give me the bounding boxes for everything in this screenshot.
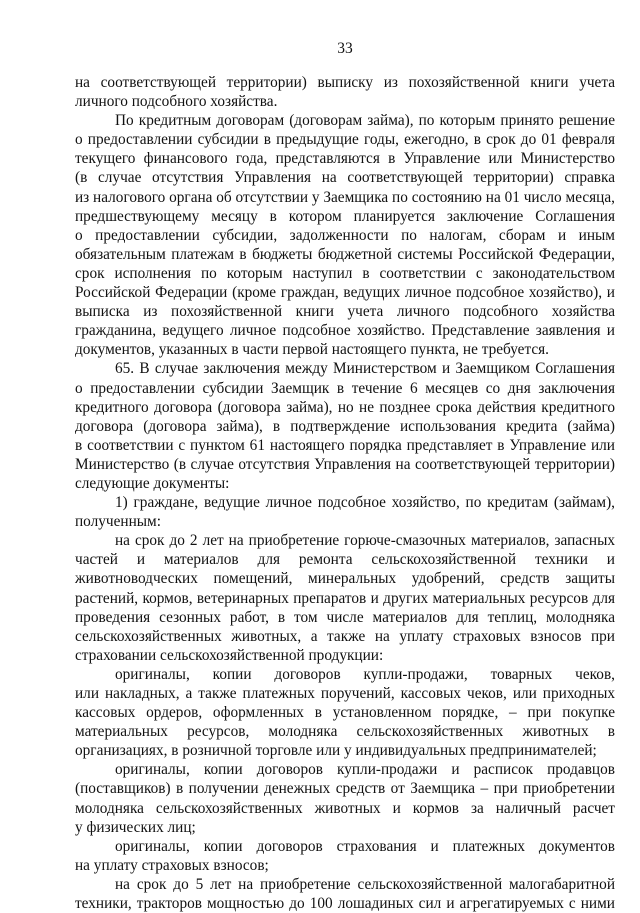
body-text [75,73,615,913]
text-line: проведения сезонных работ, в том числе материалов для теплиц, молодняка [75,608,615,626]
text-line: в соответствии с пунктом 61 настоящего порядка представляет в Управление или [75,436,615,454]
text-line: у физических лиц; [75,818,196,836]
text-line: выписка из похозяйственной книги учета личного подсобного хозяйства [75,303,615,321]
text-line: животноводческих помещений, минеральных удобрений, средств защиты [75,570,615,588]
text-line: срок исполнения по которым наступил в соответствии с законодательством [75,264,615,282]
text-line: на срок до 2 лет на приобретение горюче-смазочных материалов, запасных [115,532,615,550]
text-line: предшествующему месяцу в котором планируется заключение Соглашения [75,207,615,225]
text-line: оригиналы, копии договоров купли-продажи и расписок продавцов [115,761,615,779]
text-line: (в случае отсутствия Управления на соответствующей территории) справка [75,169,615,187]
text-line: следующие документы: [75,474,230,492]
text-line: 65. В случае заключения между Министерством и Заемщиком Соглашения [115,360,615,378]
text-line: растений, кормов, ветеринарных препаратов и других материальных ресурсов для [75,589,615,607]
text-line: организациях, в розничной торговле или у индивидуальных предпринимателей; [75,742,597,760]
text-line: (поставщиков) в получении денежных средств от Заемщика – при приобретении [75,780,615,798]
text-line: оригиналы, копии договоров страхования и платежных документов [115,837,615,855]
text-line: Министерство (в случае отсутствия Управления на соответствующей территории) [75,455,615,473]
text-line: Российской Федерации (кроме граждан, ведущих личное подсобное хозяйство), и [75,284,615,302]
text-line: кассовых ордеров, оформленных в установленном порядке, – при покупке [75,704,615,722]
text-line: обязательным платежам в бюджеты бюджетной системы Российской Федерации, [75,245,615,263]
text-line: личного подсобного хозяйства. [75,93,278,111]
text-line: материальных ресурсов, молодняка сельскохозяйственных животных в [75,723,615,741]
text-line: из налогового органа об отсутствии у Заемщика по состоянию на 01 число месяца, [75,188,615,206]
text-line: 1) граждане, ведущие личное подсобное хозяйство, по кредитам (займам), [115,494,615,512]
text-line: или накладных, а также платежных поручений, кассовых чеков, или приходных [75,685,615,702]
page-number: 33 [337,40,353,57]
text-line: частей и материалов для ремонта сельскохозяйственной техники и [75,551,615,569]
text-line: на срок до 5 лет на приобретение сельскохозяйственной малогабаритной [115,875,615,893]
document-page [75,40,615,913]
text-line: договора (договора займа), в подтверждение использования кредита (займа) [75,417,615,435]
text-line: на соответствующей территории) выписку из похозяйственной книги учета [75,74,615,91]
text-line: на уплату страховых взносов; [75,856,269,874]
text-line: гражданина, ведущего личное подсобное хозяйство. Представление заявления и [75,322,615,340]
text-line: о предоставлении субсидии в предыдущие годы, ежегодно, в срок до 01 февраля [75,131,615,149]
text-line: текущего финансового года, представляются в Управление или Министерство [75,150,615,168]
text-line: полученным: [75,513,161,531]
text-line: о предоставлении субсидии, задолженности по налогам, сборам и иным [75,226,615,244]
text-line: кредитного договора (договора займа), но не позднее срока действия кредитного [75,398,615,416]
text-line: документов, указанных в части первой настоящего пункта, не требуется. [75,341,549,359]
text-line: страховании сельскохозяйственной продукции: [75,646,384,664]
text-line: По кредитным договорам (договорам займа), по которым принято решение [115,112,615,130]
text-line: молодняка сельскохозяйственных животных и кормов за наличный расчет [75,799,615,817]
text-line: оригиналы, копии договоров купли-продажи, товарных чеков, [115,665,615,683]
text-line: сельскохозяйственных животных, а также на уплату страховых взносов при [75,627,615,645]
text-line: о предоставлении субсидии Заемщик в течение 6 месяцев со дня заключения [75,379,615,397]
text-line: техники, тракторов мощностью до 100 лошадиных сил и агрегатируемых с ними [75,895,615,913]
